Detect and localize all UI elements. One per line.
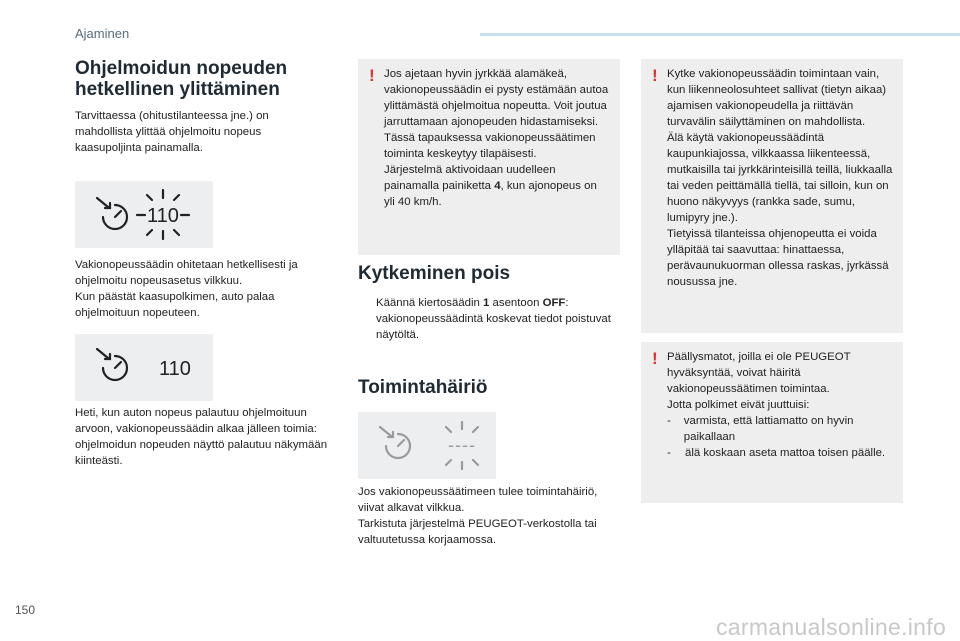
warning-text-usage: Kytke vakionopeussäädin toimintaan vain, kun liikenneolosuhteet sallivat (tietyn aikaa) ajamisen vakionopeudella ja riittävän turvavälin säilyttäminen on mahdollista. Älä käytä vakionopeussäädintä kaupunkiajossa, vilkkaassa liikenteessä, mutkaisilla tai jyrkkärinteisillä teillä, liukkaalla tai veden peittämällä tiellä, tai silloin, kun on huono näkyvyys (rankka sade, sumu, lumipyry jne.). Tietyissä tilanteissa ohjenopeutta ei voida ylläpitää tai saavuttaa: hinattaessa, perävaunukuorman ollessa raskas, jyrkässä nousussa jne. xyxy=(667,68,893,288)
cruise-control-steady-icon xyxy=(75,334,213,401)
illus2-speed-value: 110 xyxy=(159,358,191,380)
paragraph-override-restore: Heti, kun auton nopeus palautuu ohjelmoituun arvoon, vakionopeussäädin alkaa jälleen toimia: ohjelmoidun nopeuden näyttö palautuu näkymään kiinteästi. xyxy=(75,407,328,467)
warning-icon: ! xyxy=(652,66,658,85)
paragraph-override-behaviour: Vakionopeussäädin ohitetaan hetkellisesti ja ohjelmoitu nopeusasetus vilkkuu. Kun päästät kaasupolkimen, auto palaa ohjelmoituun nopeuteen. xyxy=(75,259,298,319)
illustration-speed-steady xyxy=(75,334,213,401)
heading-temporary-override: Ohjelmoidun nopeuden hetkellinen ylittäminen xyxy=(75,58,288,100)
paragraph-malfunction: Jos vakionopeussäätimeen tulee toimintahäiriö, viivat alkavat vilkkua. Tarkistuta järjestelmä PEUGEOT-verkostolla tai valtuutetussa korjaamossa. xyxy=(358,486,598,546)
illustration-malfunction xyxy=(358,412,496,479)
header-section-title: Ajaminen xyxy=(75,26,130,41)
heading-switch-off: Kytkeminen pois xyxy=(358,263,511,284)
illustration-speed-blinking xyxy=(75,181,213,248)
warning-box-usage xyxy=(641,59,903,333)
fault-dashes: ---- xyxy=(448,435,476,455)
warning-icon: ! xyxy=(652,349,658,368)
warning-text-floor-mats: Päällysmatot, joilla ei ole PEUGEOT hyväksyntää, voivat häiritä vakionopeussäätimen toimintaa. Jotta polkimet eivät juuttuisi: xyxy=(667,351,851,411)
floor-mats-list xyxy=(667,413,893,461)
header-rule xyxy=(480,33,960,36)
warning-icon: ! xyxy=(369,66,375,85)
list-item: - varmista, että lattiamatto on hyvin paikallaan xyxy=(667,415,854,443)
watermark: carmanualsonline.info xyxy=(716,614,947,640)
list-item: - älä koskaan aseta mattoa toisen päälle. xyxy=(667,447,886,459)
page-number: 150 xyxy=(15,603,36,617)
warning-text-downhill: Jos ajetaan hyvin jyrkkää alamäkeä, vakionopeussäädin ei pysty estämään autoa ylittämästä ohjelmoitua nopeutta. Voit joutua jarruttamaan ajonopeuden hidastamiseksi. Tässä tapauksessa vakionopeussäätimen toiminta keskeytyy tilapäisesti. Järjestelmä aktivoidaan uudelleen painamalla painiketta 4, kun ajonopeus on yli 40 km/h. xyxy=(384,68,609,208)
warning-box-downhill xyxy=(358,59,620,255)
paragraph-override-intro: Tarvittaessa (ohitustilanteessa jne.) on mahdollista ylittää ohjelmoitu nopeus kaasupoljinta painamalla. xyxy=(75,110,269,154)
warning-box-floor-mats xyxy=(641,342,903,503)
illus1-speed-value: 110 xyxy=(147,205,179,227)
heading-malfunction: Toimintahäiriö xyxy=(358,377,488,398)
cruise-control-fault-icon xyxy=(358,412,496,479)
paragraph-switch-off: Käännä kiertosäädin 1 asentoon OFF: vakionopeussäädintä koskevat tiedot poistuvat näytöltä. xyxy=(376,297,611,341)
cruise-control-blink-icon xyxy=(75,181,213,248)
